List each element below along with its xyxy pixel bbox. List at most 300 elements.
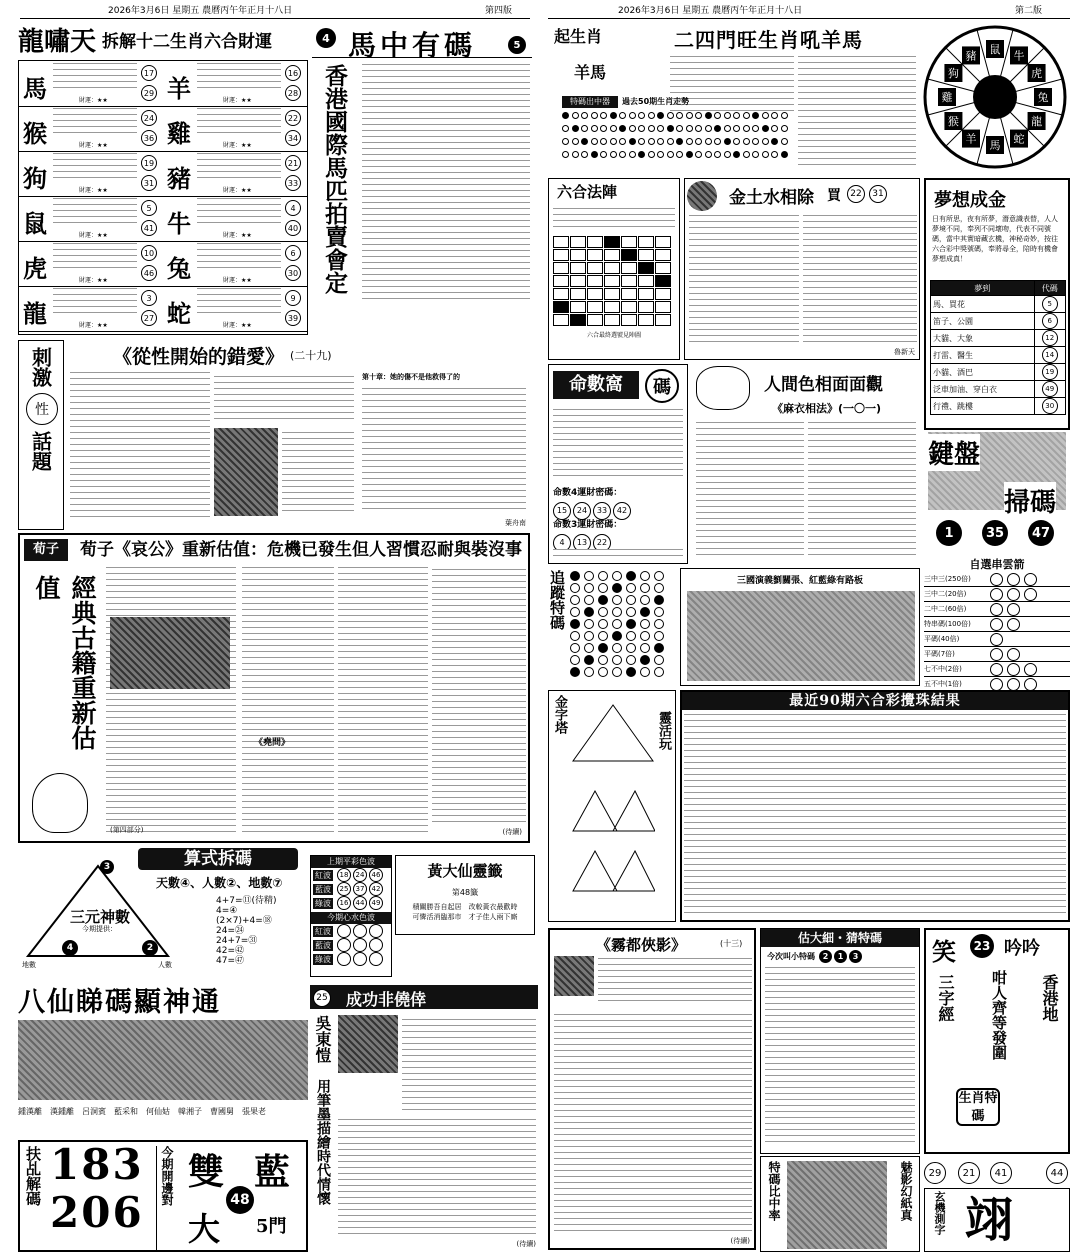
zodiac-right-number: 22 xyxy=(285,110,301,126)
sub-right: 5門 xyxy=(256,1216,287,1237)
zodiac-left-animal: 猴 xyxy=(23,119,47,148)
liuhe-cell xyxy=(570,249,586,261)
zodiac-left-number: 46 xyxy=(141,265,157,281)
liuhe-cell xyxy=(553,249,569,261)
dream-row xyxy=(931,364,1066,381)
self-select-row xyxy=(924,632,1070,647)
wave-title-top: 上期平彩色波 xyxy=(311,856,391,868)
zodiac-right-number: 4 xyxy=(285,200,301,216)
history-dot xyxy=(781,151,788,158)
dream-code: 14 xyxy=(1042,347,1058,363)
liuhe-cell xyxy=(621,314,637,326)
track-dot xyxy=(598,631,608,641)
track-dot xyxy=(598,607,608,617)
track-dot xyxy=(640,595,650,605)
horse-title: 馬中有碼 xyxy=(348,29,477,62)
zodiac-left-rating: 財運：★★ xyxy=(79,97,108,104)
dream-col-dream: 夢到 xyxy=(931,281,1035,296)
wts-title: 黃大仙靈籤 xyxy=(427,862,503,880)
history-dot xyxy=(572,112,579,119)
history-dot xyxy=(581,112,588,119)
history-dot xyxy=(667,138,674,145)
self-select-row xyxy=(924,647,1070,662)
self-select-row xyxy=(924,662,1070,677)
history-dot xyxy=(705,112,712,119)
success-header xyxy=(310,985,538,1009)
liuhe-cell xyxy=(604,314,620,326)
self-select-slot xyxy=(1007,588,1020,601)
liuhe-cell xyxy=(587,314,603,326)
liuhe-panel xyxy=(548,178,680,360)
dream-row xyxy=(931,347,1066,364)
history-dot xyxy=(562,138,569,145)
history-dot xyxy=(572,151,579,158)
zodiac-wheel xyxy=(920,22,1070,172)
dream-title: 夢想成金 xyxy=(934,190,1006,211)
formula-equation: 24=㉔ xyxy=(216,926,244,936)
self-select-slot xyxy=(990,648,1003,661)
metal-earth-byline: 魯新天 xyxy=(894,348,915,356)
special-rate-image xyxy=(787,1161,887,1249)
self-select-slot xyxy=(990,588,1003,601)
fuji-number-1: 183 xyxy=(50,1140,144,1189)
fortune-pw3-label: 命數3運財密碼： xyxy=(553,520,623,530)
wave-number xyxy=(353,924,367,938)
track-dot xyxy=(654,655,664,665)
track-dot xyxy=(598,595,608,605)
face-illustration xyxy=(696,366,750,410)
liuhe-cell xyxy=(604,275,620,287)
gold-tower-right-label: 靈活玩 xyxy=(656,711,671,750)
dream-row xyxy=(931,398,1066,415)
success-name: 吳東愷 xyxy=(313,1015,332,1063)
zodiac-grid xyxy=(18,60,308,335)
pair-right: 藍 xyxy=(254,1151,291,1193)
doorway-sub-title: 特碼出中器 xyxy=(562,96,618,108)
history-dot xyxy=(638,138,645,145)
history-dot xyxy=(743,151,750,158)
pair-center-number: 48 xyxy=(226,1186,254,1214)
face-subtitle: 《麻衣相法》(一〇一) xyxy=(772,402,882,415)
zodiac-title: 龍嘯天 xyxy=(18,26,97,57)
fuji-number-2: 206 xyxy=(50,1188,144,1237)
results-table xyxy=(684,712,1066,918)
pair-left: 雙 xyxy=(188,1151,225,1193)
formula-line: 天數④、人數②、地數⑦ xyxy=(156,876,283,890)
formula-center-sub: 今期提供： xyxy=(82,925,117,933)
success-subtitle: 用筆墨描繪時代情懷 xyxy=(315,1079,331,1205)
self-select-slot xyxy=(1007,603,1020,616)
liuhe-cell xyxy=(604,301,620,313)
dream-item: 馬、買花 xyxy=(931,296,1035,313)
wave-row-label: 藍波 xyxy=(315,884,331,894)
track-dot xyxy=(654,595,664,605)
track-dot xyxy=(598,667,608,677)
zodiac-left-number: 10 xyxy=(141,245,157,261)
wheel-label: 羊 xyxy=(965,132,977,146)
zodiac-right-animal: 蛇 xyxy=(167,299,191,328)
history-dot xyxy=(648,125,655,132)
success-col-1 xyxy=(402,1015,536,1115)
track-dot xyxy=(612,619,622,629)
track-dot xyxy=(584,583,594,593)
track-grid xyxy=(570,570,676,678)
fog-city-body xyxy=(554,1010,752,1236)
laugh-title-2: 吟吟 xyxy=(1004,938,1040,959)
zodiac-left-number: 27 xyxy=(141,310,157,326)
history-dot xyxy=(638,125,645,132)
love-chapter: 第十章：她的傷不是他救得了的 xyxy=(362,373,460,381)
liuhe-cell xyxy=(604,262,620,274)
track-dot xyxy=(640,583,650,593)
bottom-left-panel xyxy=(18,1140,308,1252)
love-col-3 xyxy=(362,384,526,514)
history-dot xyxy=(762,138,769,145)
zodiac-right-number: 28 xyxy=(285,85,301,101)
success-continued: (待續) xyxy=(516,1240,536,1248)
zodiac-subtitle: 拆解十二生肖六合財運 xyxy=(102,31,273,52)
liuhe-cell xyxy=(655,236,671,248)
fortune-number: 42 xyxy=(613,502,631,520)
metal-earth-avatar xyxy=(687,181,717,211)
self-select-slot xyxy=(1024,588,1037,601)
zodiac-left-animal: 鼠 xyxy=(23,209,47,238)
history-dot xyxy=(714,125,721,132)
dream-item: 大貓、大象 xyxy=(931,330,1035,347)
formula-equation: (2×7)+4=⑱ xyxy=(216,916,272,926)
wave-number xyxy=(369,952,383,966)
history-dot xyxy=(581,138,588,145)
history-dot xyxy=(695,138,702,145)
self-select-slot xyxy=(1024,573,1037,586)
liuhe-cell xyxy=(587,275,603,287)
liuhe-cell xyxy=(655,301,671,313)
wave-row xyxy=(311,896,391,910)
zodiac-left-animal: 狗 xyxy=(23,164,47,193)
zodiac-right-number: 30 xyxy=(285,265,301,281)
history-dot xyxy=(724,151,731,158)
track-dot xyxy=(612,643,622,653)
zodiac-row-divider xyxy=(19,196,307,197)
laugh-badge: 23 xyxy=(970,934,994,958)
fog-city-intro xyxy=(598,958,752,1006)
zodiac-right-text xyxy=(197,198,281,228)
track-dot xyxy=(598,583,608,593)
liuhe-cell xyxy=(621,275,637,287)
history-dot xyxy=(705,125,712,132)
history-dot xyxy=(752,112,759,119)
zodiac-right-rating: 財運：★★ xyxy=(223,277,252,284)
wheel-label: 雞 xyxy=(941,91,953,104)
results-title: 最近90期六合彩攪珠結果 xyxy=(682,692,1068,710)
track-dot xyxy=(570,583,580,593)
dream-item: 小貓、酒巴 xyxy=(931,364,1035,381)
self-select-slot xyxy=(1007,618,1020,631)
liuhe-cell xyxy=(570,288,586,300)
self-select-slot xyxy=(990,678,1003,691)
zodiac-left-text xyxy=(53,243,137,273)
zodiac-right-number: 21 xyxy=(285,155,301,171)
wave-number: 46 xyxy=(369,868,383,882)
metal-earth-badge-2: 31 xyxy=(869,185,887,203)
liuhe-cell xyxy=(655,275,671,287)
dream-intro: 日有所思，夜有所夢，潛意識表替，人人夢境不同，奉列不同壞吻，代表不同號碼，當中其實暗藏玄機，神秘奇妙，按往六合彩中獎號碼，奉將尋全，陪時有機會夢想成真！ xyxy=(932,215,1058,263)
track-dot xyxy=(626,667,636,677)
doorway-dots-grid xyxy=(562,112,792,168)
liuhe-cell xyxy=(604,249,620,261)
face-col-1 xyxy=(696,420,804,560)
liuhe-cell xyxy=(655,314,671,326)
track-dot xyxy=(654,571,664,581)
wave-number xyxy=(369,938,383,952)
three-kingdoms-panel xyxy=(680,568,920,686)
track-dot xyxy=(612,607,622,617)
fog-city-part: (十三) xyxy=(720,939,743,948)
self-select-slot xyxy=(1024,663,1037,676)
liuhe-cell xyxy=(621,262,637,274)
wave-row-label: 綠波 xyxy=(315,954,331,964)
zodiac-right-rating: 財運：★★ xyxy=(223,232,252,239)
track-row xyxy=(570,594,676,606)
track-dot xyxy=(584,607,594,617)
fuji-label: 扶乩解碼 xyxy=(24,1146,42,1206)
history-dot xyxy=(629,151,636,158)
keyboard-number-1: 1 xyxy=(936,520,962,546)
zodiac-right-animal: 雞 xyxy=(167,119,191,148)
formula-equation: 42=㊷ xyxy=(216,946,244,956)
xunzi-title: 荀子《哀公》重新估值：危機已發生但人習慣忍耐與裝沒事 xyxy=(80,540,522,560)
dream-code: 19 xyxy=(1042,364,1058,380)
xunzi-col-2 xyxy=(242,567,334,837)
track-dot xyxy=(570,655,580,665)
zodiac-row-divider xyxy=(19,286,307,287)
liuhe-footer: 六合最終選號見陣圖 xyxy=(586,332,641,339)
zodiac-right-text xyxy=(197,108,281,138)
laugh-col-3: 香港地 xyxy=(1040,974,1059,1022)
self-select-slot xyxy=(990,603,1003,616)
history-dot xyxy=(619,151,626,158)
history-dot xyxy=(610,112,617,119)
liuhe-cell xyxy=(553,262,569,274)
self-select-slot xyxy=(1007,648,1020,661)
track-dot xyxy=(584,643,594,653)
self-select-label: 二中二(60倍) xyxy=(924,605,967,613)
xunzi-subtitle: 《堯問》 xyxy=(254,738,291,748)
keyboard-title-1: 鍵盤 xyxy=(928,434,980,471)
wave-number xyxy=(337,924,351,938)
history-dot xyxy=(591,125,598,132)
zodiac-right-number: 39 xyxy=(285,310,301,326)
wheel-label: 兔 xyxy=(1037,91,1049,104)
zodiac-left-rating: 財運：★★ xyxy=(79,277,108,284)
liuhe-cell xyxy=(621,249,637,261)
self-select-label: 平碼(7倍) xyxy=(924,650,955,658)
dream-col-code: 代碼 xyxy=(1034,281,1066,296)
wave-row xyxy=(311,868,391,882)
self-select-slot xyxy=(1007,663,1020,676)
history-dot xyxy=(619,138,626,145)
success-col-2 xyxy=(338,1119,536,1239)
track-row xyxy=(570,570,676,582)
history-dot xyxy=(686,125,693,132)
three-kingdoms-title: 三國演義劉關張、紅藍綠有路板 xyxy=(736,576,863,586)
keyboard-number-3: 47 xyxy=(1028,520,1054,546)
track-dot xyxy=(570,619,580,629)
zodiac-right-number: 16 xyxy=(285,65,301,81)
track-dot xyxy=(640,571,650,581)
history-dot xyxy=(724,125,731,132)
track-row xyxy=(570,630,676,642)
liuhe-cell xyxy=(638,301,654,313)
formula-corner-top: 3 xyxy=(100,860,114,874)
colour-wave xyxy=(310,855,392,977)
liuhe-cell xyxy=(570,236,586,248)
history-dot xyxy=(562,125,569,132)
xunzi-vertical-title: 經典古籍重新估值 xyxy=(32,575,97,750)
history-dot xyxy=(676,125,683,132)
history-dot xyxy=(619,112,626,119)
success-title: 成功非僥倖 xyxy=(346,990,427,1009)
history-dot xyxy=(686,112,693,119)
history-dot xyxy=(657,138,664,145)
zodiac-right-number: 33 xyxy=(285,175,301,191)
track-panel xyxy=(548,568,678,686)
dream-row xyxy=(931,381,1066,398)
liuhe-cell xyxy=(587,288,603,300)
liuhe-cell xyxy=(621,288,637,300)
big-small-panel xyxy=(760,928,920,1154)
self-select-label: 三中三(250倍) xyxy=(924,575,971,583)
fortune-number: 13 xyxy=(573,534,591,552)
keyboard-title-2: 掃碼 xyxy=(1004,482,1056,519)
horse-body-text xyxy=(362,64,530,304)
right-date: 2026年3月6日 星期五 農曆丙午年正月十八日 xyxy=(618,6,803,16)
liuhe-cell xyxy=(621,301,637,313)
wave-number xyxy=(353,952,367,966)
formula-equation: 47=㊼ xyxy=(216,956,244,966)
laugh-panel xyxy=(924,928,1070,1154)
track-dot xyxy=(640,631,650,641)
zodiac-right-text xyxy=(197,243,281,273)
liuhe-cell xyxy=(570,314,586,326)
track-dot xyxy=(570,607,580,617)
zodiac-left-number: 3 xyxy=(141,290,157,306)
fortune-badge: 碼 xyxy=(645,369,679,403)
dream-code-cell xyxy=(1034,364,1066,381)
track-dot xyxy=(598,655,608,665)
wts-verse-2: 可憐活消臨那市 才子佳人兩下廝 xyxy=(412,913,518,921)
zodiac-row-divider xyxy=(19,331,307,332)
big-small-history xyxy=(765,967,915,1147)
wheel-label: 虎 xyxy=(1031,67,1043,80)
history-dot xyxy=(600,125,607,132)
history-dot xyxy=(686,138,693,145)
track-dot xyxy=(584,667,594,677)
metal-earth-suffix: 買 xyxy=(827,188,841,204)
zodiac-right-rating: 財運：★★ xyxy=(223,97,252,104)
zodiac-left-number: 31 xyxy=(141,175,157,191)
history-dot xyxy=(743,125,750,132)
liuhe-cell xyxy=(553,314,569,326)
wave-top-rows xyxy=(311,868,391,910)
success-badge: 25 xyxy=(313,989,331,1007)
self-select-slot xyxy=(1024,678,1037,691)
wheel-label: 龍 xyxy=(1031,115,1043,128)
wave-number: 44 xyxy=(353,896,367,910)
zodiac-left-text xyxy=(53,288,137,318)
wave-row-label: 藍波 xyxy=(315,940,331,950)
track-dot xyxy=(640,667,650,677)
dream-code: 30 xyxy=(1042,398,1058,414)
track-dot xyxy=(584,619,594,629)
history-dot xyxy=(562,151,569,158)
zodiac-left-rating: 財運：★★ xyxy=(79,322,108,329)
zodiac-right-number: 6 xyxy=(285,245,301,261)
right-page-number: 第二版 xyxy=(1015,6,1043,16)
track-dot xyxy=(598,619,608,629)
doorway-history xyxy=(798,52,916,170)
track-dot xyxy=(626,595,636,605)
laugh-num-2: 41 xyxy=(990,1162,1012,1184)
history-dot xyxy=(695,112,702,119)
track-row xyxy=(570,606,676,618)
history-dot xyxy=(695,151,702,158)
history-dot xyxy=(667,151,674,158)
wave-row-label: 紅波 xyxy=(315,926,331,936)
metal-earth-panel xyxy=(684,178,920,360)
track-row xyxy=(570,666,676,678)
zodiac-right-rating: 財運：★★ xyxy=(223,322,252,329)
dream-code: 49 xyxy=(1042,381,1058,397)
zodiac-right-rating: 財運：★★ xyxy=(223,187,252,194)
liuhe-cell xyxy=(587,249,603,261)
track-row xyxy=(570,618,676,630)
track-dot xyxy=(612,655,622,665)
dream-code: 6 xyxy=(1042,313,1058,329)
history-dot xyxy=(667,112,674,119)
history-dot xyxy=(781,138,788,145)
history-dot xyxy=(705,138,712,145)
self-select-row xyxy=(924,572,1070,587)
history-dot xyxy=(714,138,721,145)
formula-equation: 24+7=㉛ xyxy=(216,936,258,946)
liuhe-cell xyxy=(587,301,603,313)
dream-item: 行禮、跳樓 xyxy=(931,398,1035,415)
laugh-stamp: 生肖特碼 xyxy=(956,1088,1000,1126)
left-header-rule xyxy=(20,18,530,19)
history-dot xyxy=(771,112,778,119)
history-dot xyxy=(648,112,655,119)
gold-tower-triangles xyxy=(571,701,655,901)
history-dot xyxy=(591,112,598,119)
liuhe-cell xyxy=(587,236,603,248)
wheel-label: 猴 xyxy=(947,115,959,128)
track-dot xyxy=(584,655,594,665)
history-dot xyxy=(629,138,636,145)
dream-code-cell xyxy=(1034,313,1066,330)
wave-number: 37 xyxy=(353,882,367,896)
track-dot xyxy=(612,571,622,581)
formula-label-right: 人數 xyxy=(158,961,172,969)
formula-panel xyxy=(18,846,308,976)
xunzi-col-1 xyxy=(106,567,236,837)
fortune-number: 15 xyxy=(553,502,571,520)
self-select-panel xyxy=(924,556,1070,686)
formula-label-left: 地數 xyxy=(22,961,36,969)
track-dot xyxy=(584,595,594,605)
track-row xyxy=(570,654,676,666)
track-dot xyxy=(570,667,580,677)
